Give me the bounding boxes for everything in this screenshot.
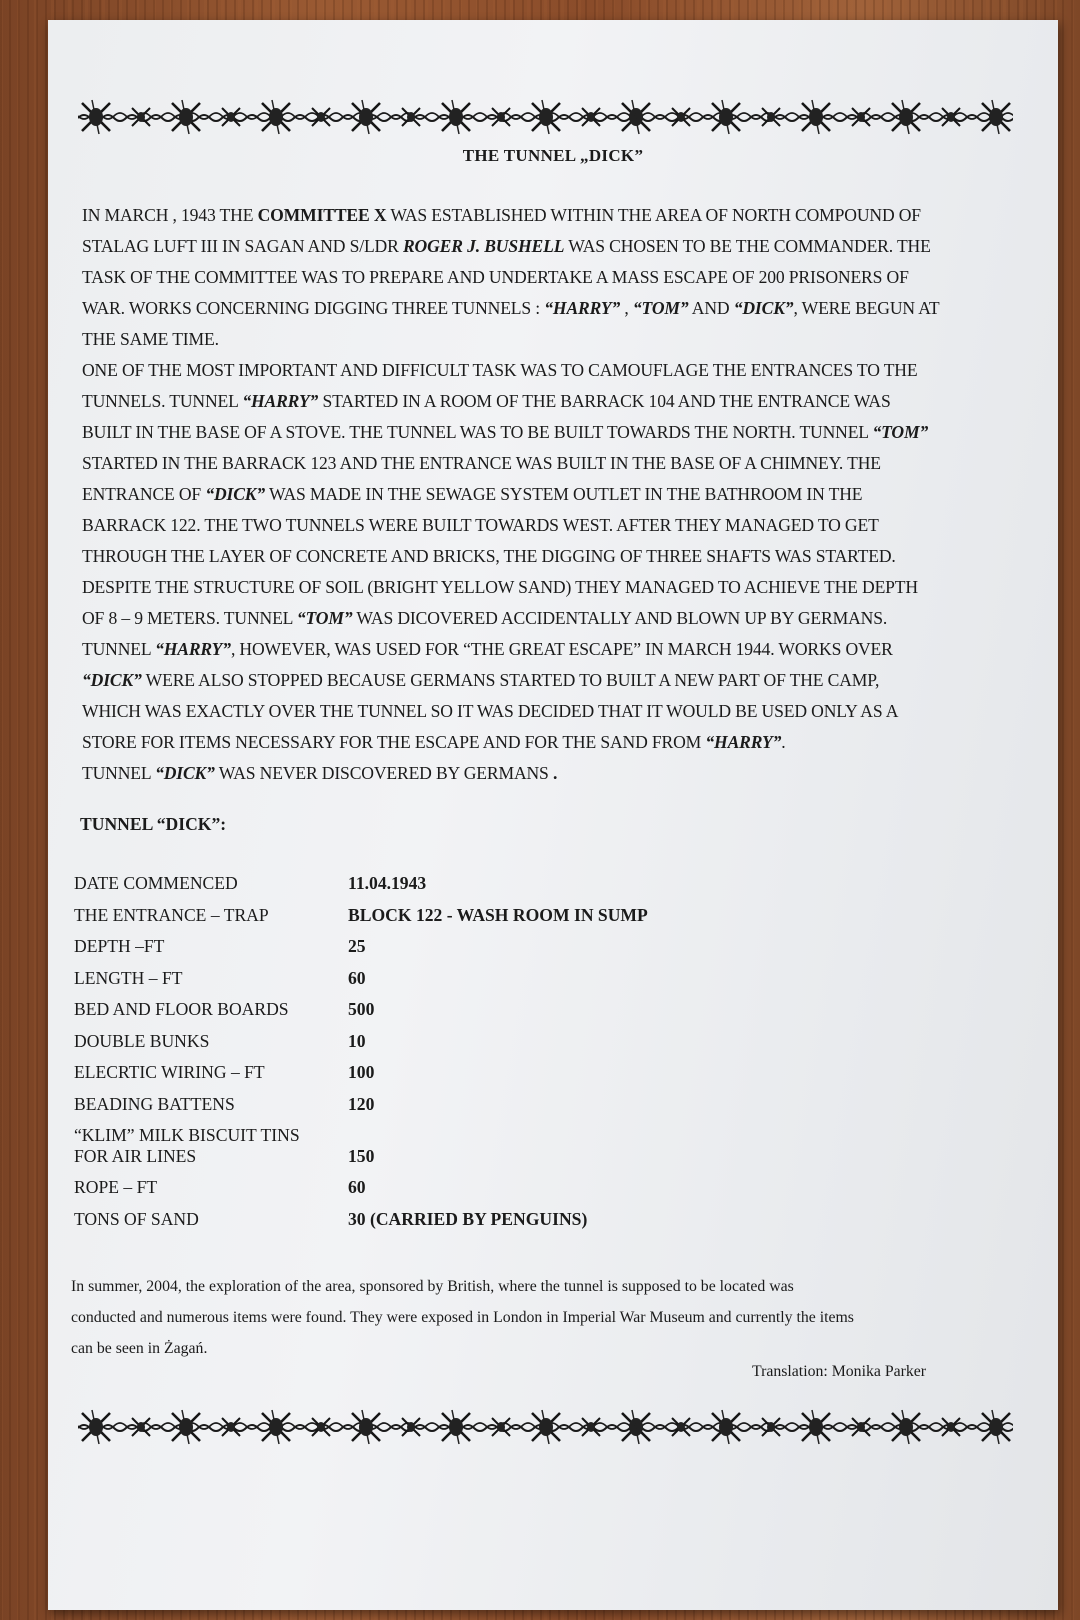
bold-italic-name: “DICK” xyxy=(155,763,215,783)
paragraph-tunnels-line: BARRACK 122. THE TWO TUNNELS WERE BUILT TOWARDS WEST. AFTER THEY MANAGED TO GET xyxy=(82,515,879,535)
bold-text: COMMITTEE X xyxy=(257,205,387,225)
spec-value: 11.04.1943 xyxy=(348,873,427,893)
spec-label-text: ROPE – FT xyxy=(74,1177,158,1197)
paragraph-tunnels-line: DESPITE THE STRUCTURE OF SOIL (BRIGHT YELLOW SAND) THEY MANAGED TO ACHIEVE THE DEPTH xyxy=(82,577,918,597)
spec-row xyxy=(74,905,974,937)
bold-italic-name: “DICK” xyxy=(205,484,266,504)
spec-value: 120 xyxy=(348,1093,375,1114)
spec-row xyxy=(74,1177,974,1209)
spec-label-text: THE ENTRANCE – TRAP xyxy=(74,904,269,925)
spec-row xyxy=(74,1062,974,1094)
paragraph-committee-line: IN MARCH , 1943 THE COMMITTEE X WAS ESTABLISHED WITHIN THE AREA OF NORTH COMPOUND OF xyxy=(82,205,921,225)
spec-value: 150 xyxy=(348,1146,375,1166)
spec-row xyxy=(74,936,974,968)
spec-label xyxy=(74,936,344,957)
spec-label xyxy=(74,1125,344,1167)
paragraph-tunnels-line: TUNNEL “DICK” WAS NEVER DISCOVERED BY GERMANS . xyxy=(82,763,558,783)
spec-value: 60 xyxy=(348,967,366,988)
spec-value: 100 xyxy=(348,1062,375,1082)
paragraph-committee-line: STALAG LUFT III IN SAGAN AND S/LDR ROGER J. BUSHELL WAS CHOSEN TO BE THE COMMANDER. THE xyxy=(82,236,931,256)
paragraph-tunnels xyxy=(82,355,982,789)
bold-italic-name: “HARRY” xyxy=(705,732,782,752)
paragraph-committee-line: TASK OF THE COMMITTEE WAS TO PREPARE AND UNDERTAKE A MASS ESCAPE OF 200 PRISONERS OF xyxy=(82,267,909,287)
spec-row xyxy=(74,1209,974,1241)
bold-italic-name: “DICK” xyxy=(82,670,142,690)
footer-line: conducted and numerous items were found. They were exposed in London in Imperial War Museum and currently the items xyxy=(71,1309,854,1326)
barbed-wire-border-bottom xyxy=(78,1402,1013,1452)
bold-italic-name: “HARRY” xyxy=(544,298,621,318)
spec-label xyxy=(74,1031,344,1052)
spec-label-text: DOUBLE BUNKS xyxy=(74,1030,210,1051)
spec-label xyxy=(74,905,344,926)
spec-label-text: DEPTH –FT xyxy=(74,936,165,956)
document-title: THE TUNNEL „DICK” xyxy=(462,146,644,165)
spec-label-text: LENGTH – FT xyxy=(74,967,183,988)
paragraph-tunnels-line: STORE FOR ITEMS NECESSARY FOR THE ESCAPE AND FOR THE SAND FROM “HARRY”. xyxy=(82,732,786,752)
bold-italic-name: “TOM” xyxy=(632,298,689,318)
paragraph-tunnels-line: STARTED IN THE BARRACK 123 AND THE ENTRANCE WAS BUILT IN THE BASE OF A CHIMNEY. THE xyxy=(82,453,881,473)
paragraph-tunnels-line: THROUGH THE LAYER OF CONCRETE AND BRICKS, THE DIGGING OF THREE SHAFTS WAS STARTED. xyxy=(82,546,896,566)
spec-label-text: BEADING BATTENS xyxy=(74,1093,235,1114)
spec-label-text: DATE COMMENCED xyxy=(74,873,238,893)
paragraph-tunnels-line: “DICK” WERE ALSO STOPPED BECAUSE GERMANS STARTED TO BUILT A NEW PART OF THE CAMP, xyxy=(82,670,880,690)
bold-italic-name: “TOM” xyxy=(872,422,929,442)
paragraph-tunnels-line: ENTRANCE OF “DICK” WAS MADE IN THE SEWAGE SYSTEM OUTLET IN THE BATHROOM IN THE xyxy=(82,484,863,504)
footer-line: In summer, 2004, the exploration of the area, sponsored by British, where the tunnel is supposed to be located was xyxy=(71,1278,794,1295)
paragraph-committee-line: WAR. WORKS CONCERNING DIGGING THREE TUNNELS : “HARRY” , “TOM” AND “DICK”, WERE BEGUN AT xyxy=(82,298,940,318)
paragraph-tunnels-line: WHICH WAS EXACTLY OVER THE TUNNEL SO IT WAS DECIDED THAT IT WOULD BE USED ONLY AS A xyxy=(82,701,899,721)
spec-label-text: FOR AIR LINES xyxy=(74,1146,197,1166)
spec-row xyxy=(74,1031,974,1063)
paragraph-tunnels-line: OF 8 – 9 METERS. TUNNEL “TOM” WAS DICOVERED ACCIDENTALLY AND BLOWN UP BY GERMANS. xyxy=(82,608,888,628)
spec-label-text: BED AND FLOOR BOARDS xyxy=(74,999,289,1019)
spec-value: 500 xyxy=(348,999,375,1019)
spec-value: 25 xyxy=(348,936,366,956)
bold-italic-name: ROGER J. BUSHELL xyxy=(402,236,565,256)
spec-label xyxy=(74,1062,344,1083)
paragraph-tunnels-line: TUNNELS. TUNNEL “HARRY” STARTED IN A ROOM OF THE BARRACK 104 AND THE ENTRANCE WAS xyxy=(82,391,891,411)
document-sheet xyxy=(48,20,1058,1610)
barbed-wire-border-top xyxy=(78,92,1013,142)
paragraph-committee-line: THE SAME TIME. xyxy=(82,329,219,349)
spec-row xyxy=(74,968,974,1000)
spec-value: 10 xyxy=(348,1030,366,1051)
bold-italic-name: “HARRY” xyxy=(155,639,231,659)
spec-label xyxy=(74,968,344,989)
spec-value: BLOCK 122 - WASH ROOM IN SUMP xyxy=(348,904,648,925)
specs-heading: TUNNEL “DICK”: xyxy=(80,814,227,834)
spec-row xyxy=(74,873,974,905)
spec-label-text: TONS OF SAND xyxy=(74,1208,199,1229)
spec-row xyxy=(74,999,974,1031)
bold-italic-name: “HARRY” xyxy=(242,391,319,411)
spec-label xyxy=(74,1094,344,1115)
spec-row xyxy=(74,1094,974,1126)
bold-italic-name: “DICK” xyxy=(733,298,794,318)
bold-italic-name: “TOM” xyxy=(296,608,353,628)
spec-label xyxy=(74,999,344,1020)
footer-note xyxy=(71,1271,971,1364)
translation-credit: Translation: Monika Parker xyxy=(752,1363,927,1380)
bold-text: . xyxy=(552,763,558,783)
paragraph-tunnels-line: ONE OF THE MOST IMPORTANT AND DIFFICULT TASK WAS TO CAMOUFLAGE THE ENTRANCES TO THE xyxy=(82,360,918,380)
spec-label xyxy=(74,873,344,894)
paragraph-committee xyxy=(82,200,982,355)
spec-value: 30 (CARRIED BY PENGUINS) xyxy=(348,1208,588,1229)
spec-row xyxy=(74,1125,974,1177)
paragraph-tunnels-line: BUILT IN THE BASE OF A STOVE. THE TUNNEL WAS TO BE BUILT TOWARDS THE NORTH. TUNNEL “TOM” xyxy=(82,422,929,442)
spec-label xyxy=(74,1209,344,1230)
spec-value: 60 xyxy=(348,1177,366,1197)
spec-label xyxy=(74,1177,344,1198)
tunnel-specs-table xyxy=(74,873,974,1240)
spec-label-text: “KLIM” MILK BISCUIT TINS xyxy=(74,1125,300,1145)
footer-line: can be seen in Żagań. xyxy=(71,1340,208,1357)
paragraph-tunnels-line: TUNNEL “HARRY”, HOWEVER, WAS USED FOR “THE GREAT ESCAPE” IN MARCH 1944. WORKS OVER xyxy=(82,639,893,659)
spec-label-text: ELECRTIC WIRING – FT xyxy=(74,1062,265,1082)
body-text xyxy=(82,200,982,789)
